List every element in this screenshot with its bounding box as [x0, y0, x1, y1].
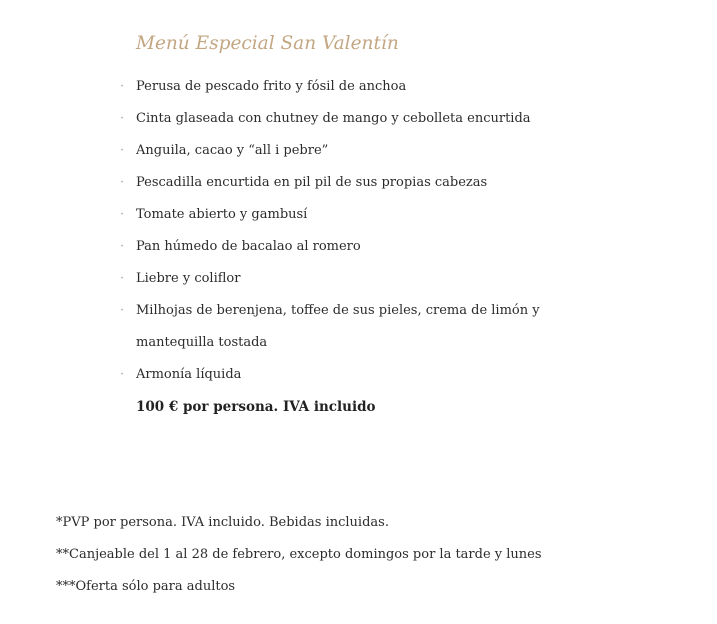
menu-item-pan: · Pan húmedo de bacalao al romero — [136, 231, 546, 263]
menu-item-armonia: · Armonía líquida — [136, 359, 546, 391]
footnote-canjeable: **Canjeable del 1 al 28 de febrero, excepto domingos por la tarde y lunes — [56, 547, 542, 562]
menu-item-pescadilla: · Pescadilla encurtida en pil pil de sus propias cabezas — [136, 167, 546, 199]
menu-item-perusa: · Perusa de pescado frito y fósil de anchoa — [136, 71, 546, 103]
menu-price: 100 € por persona. IVA incluido — [136, 399, 376, 415]
menu-item-liebre: · Liebre y coliflor — [136, 263, 546, 295]
menu-item-tomate: · Tomate abierto y gambusí — [136, 199, 546, 231]
menu-item-milhojas: · Milhojas de berenjena, toffee de sus pieles, crema de limón y mantequilla tostada — [136, 295, 546, 359]
menu-list — [136, 71, 546, 423]
footnote-adultos: ***Oferta sólo para adultos — [56, 579, 236, 594]
footnote-pvp: *PVP por persona. IVA incluido. Bebidas incluidas. — [56, 515, 389, 530]
menu-item-anguila: · Anguila, cacao y “all i pebre” — [136, 135, 546, 167]
menu-item-cinta: · Cinta glaseada con chutney de mango y cebolleta encurtida — [136, 103, 546, 135]
footnotes — [56, 507, 676, 603]
menu-title: Menú Especial San Valentín — [136, 33, 399, 54]
